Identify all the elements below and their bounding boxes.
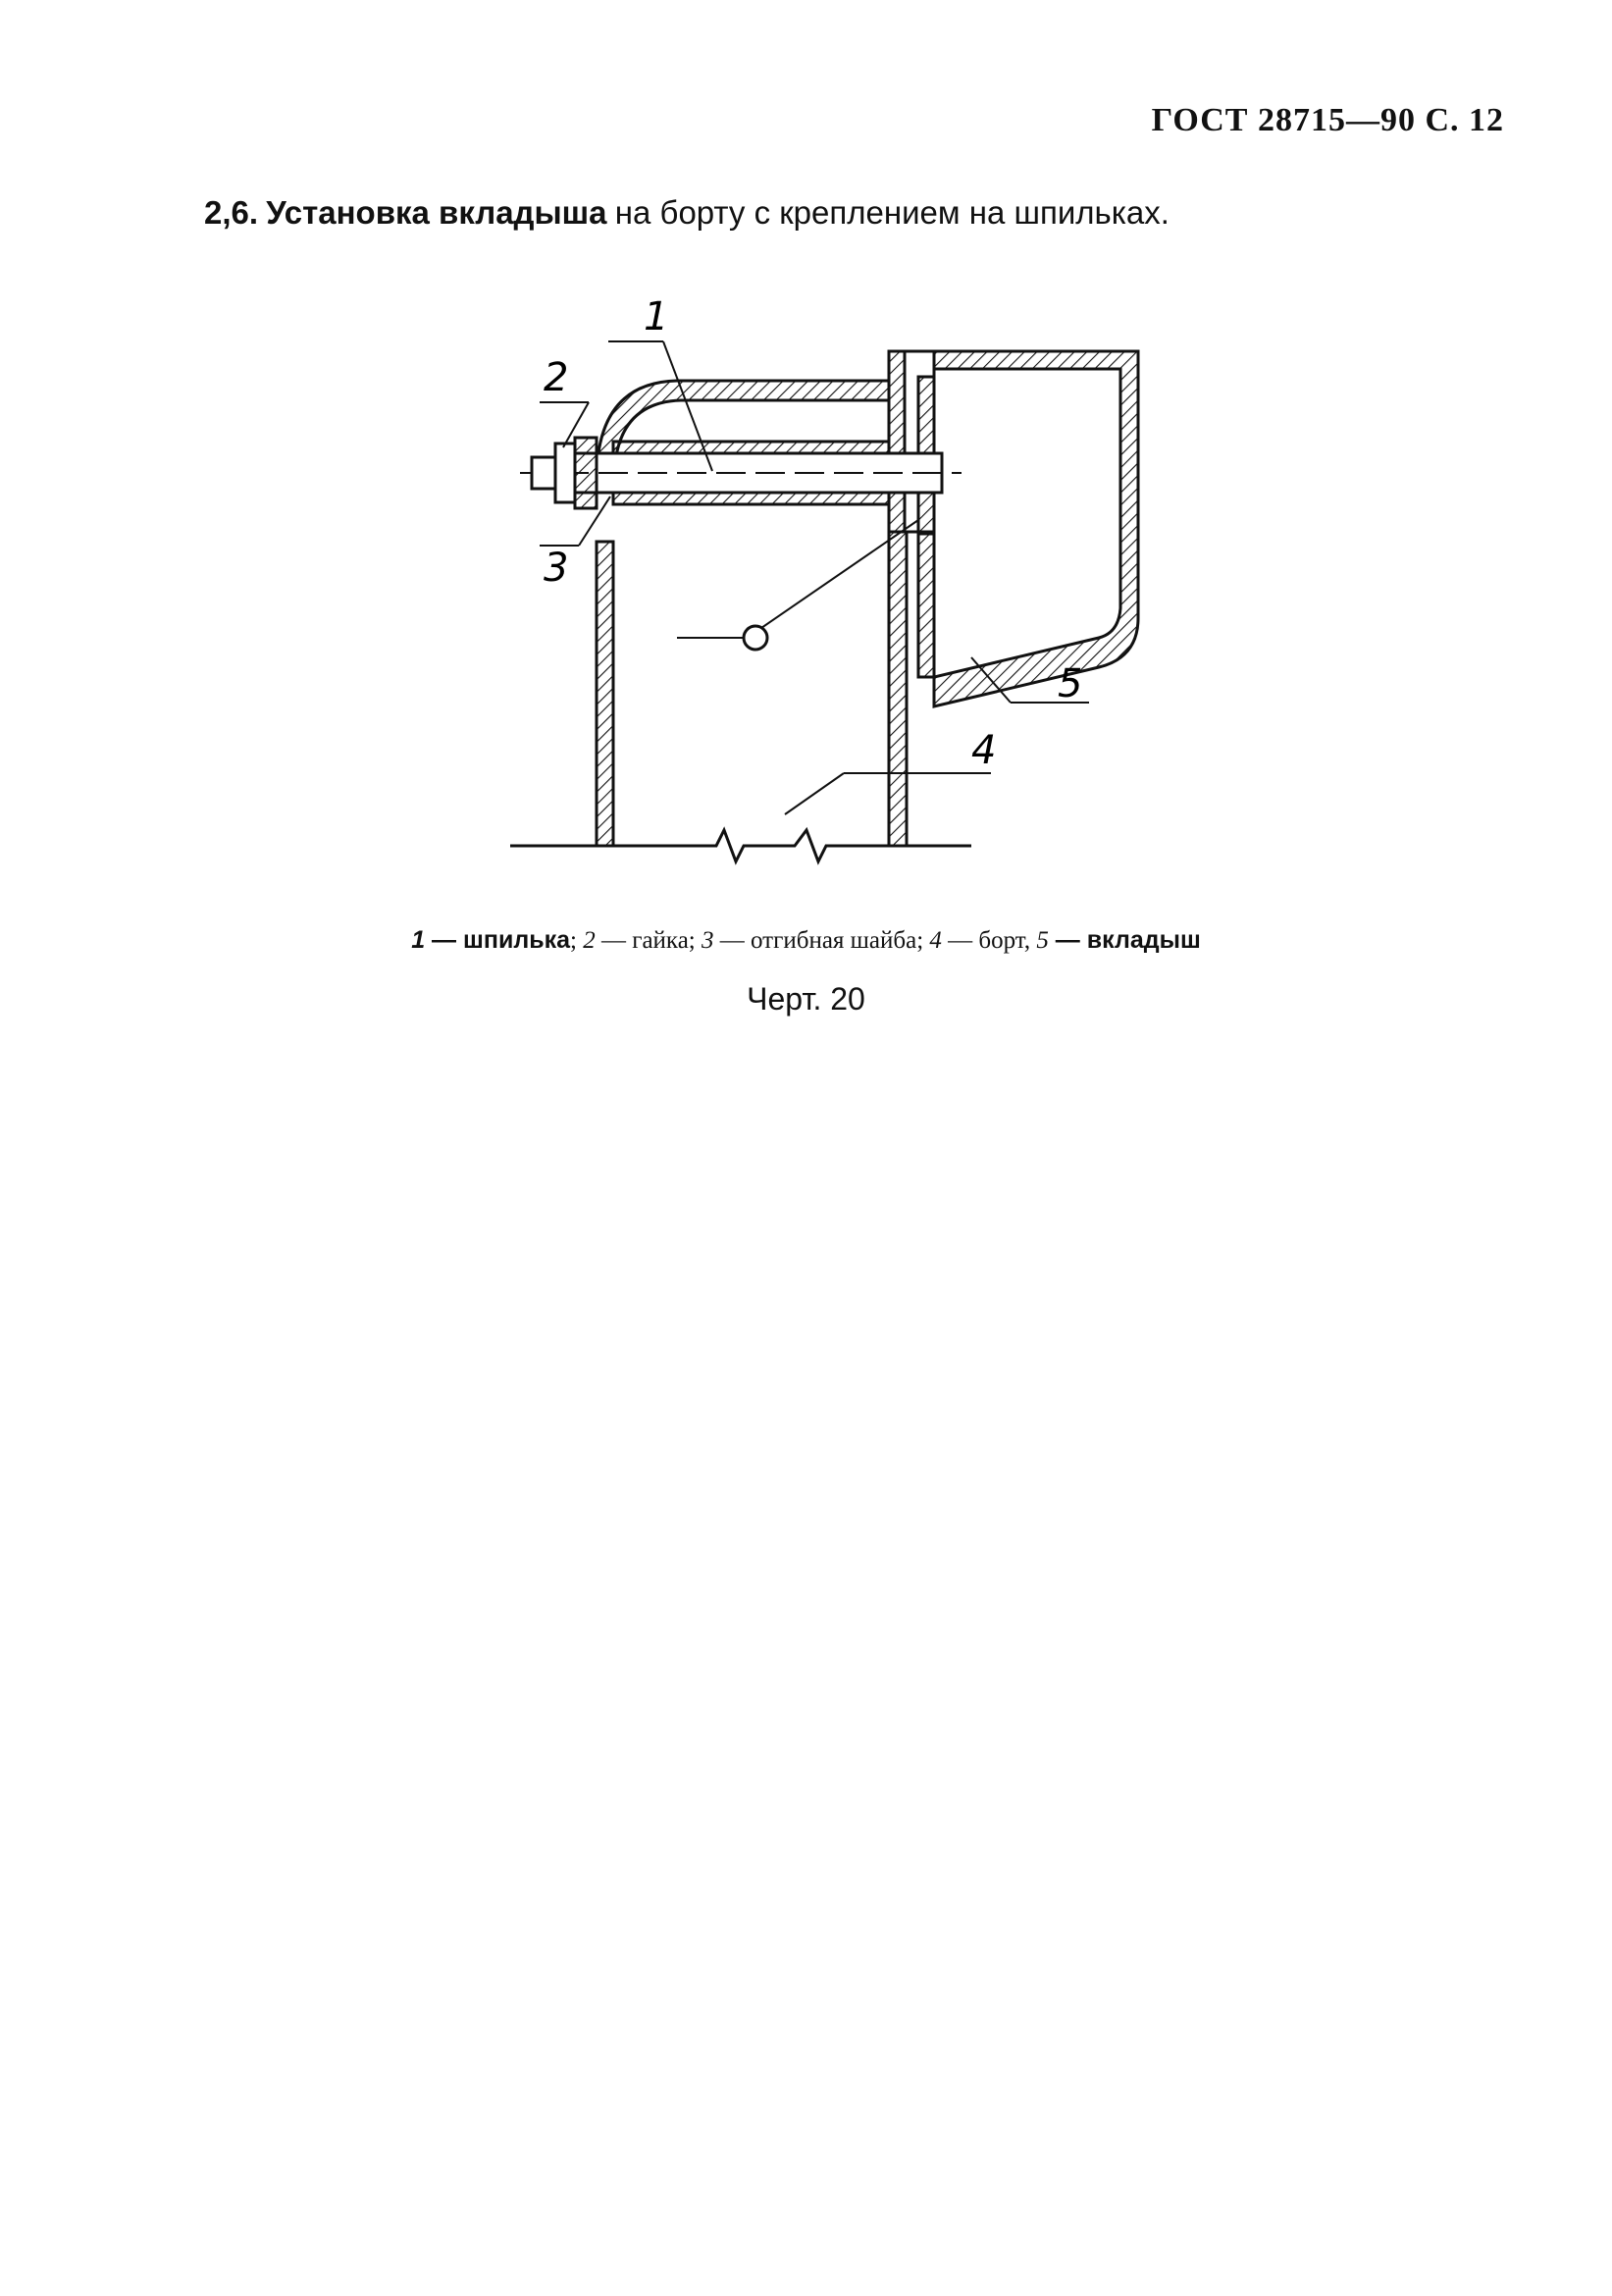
caption-item-2: 2 — гайка; bbox=[583, 927, 702, 954]
callout-1: 1 bbox=[644, 294, 669, 339]
figure-label: Черт. 20 bbox=[747, 981, 865, 1017]
technical-drawing bbox=[461, 265, 1168, 893]
section-title-bold: Установка вкладыша bbox=[266, 194, 607, 231]
section-title-rest: на борту с креплением на шпильках. bbox=[614, 194, 1170, 231]
caption-item-4: 4 — борт, bbox=[929, 927, 1037, 954]
section-number: 2,6. bbox=[204, 194, 259, 231]
board-right-wall bbox=[889, 532, 907, 846]
bend-washer bbox=[575, 438, 597, 508]
caption-item-5: 5 — вкладыш bbox=[1036, 926, 1201, 954]
caption-item-3: 3 — отгибная шайба; bbox=[702, 927, 930, 954]
board-inner-wall bbox=[918, 532, 934, 677]
nut bbox=[555, 444, 575, 502]
callout-2: 2 bbox=[544, 355, 569, 400]
section-heading bbox=[204, 194, 1170, 233]
stud-tube-bottom bbox=[613, 493, 889, 504]
caption-item-1: 1 — шпилька; bbox=[411, 926, 584, 954]
callout-4: 4 bbox=[971, 728, 997, 773]
callout-5: 5 bbox=[1058, 661, 1083, 706]
figure-caption bbox=[0, 926, 1612, 955]
callout-3: 3 bbox=[544, 546, 569, 591]
board-left-wall bbox=[597, 542, 613, 846]
page-header: ГОСТ 28715—90 С. 12 bbox=[1151, 102, 1504, 138]
stud-tube-top bbox=[613, 442, 889, 453]
